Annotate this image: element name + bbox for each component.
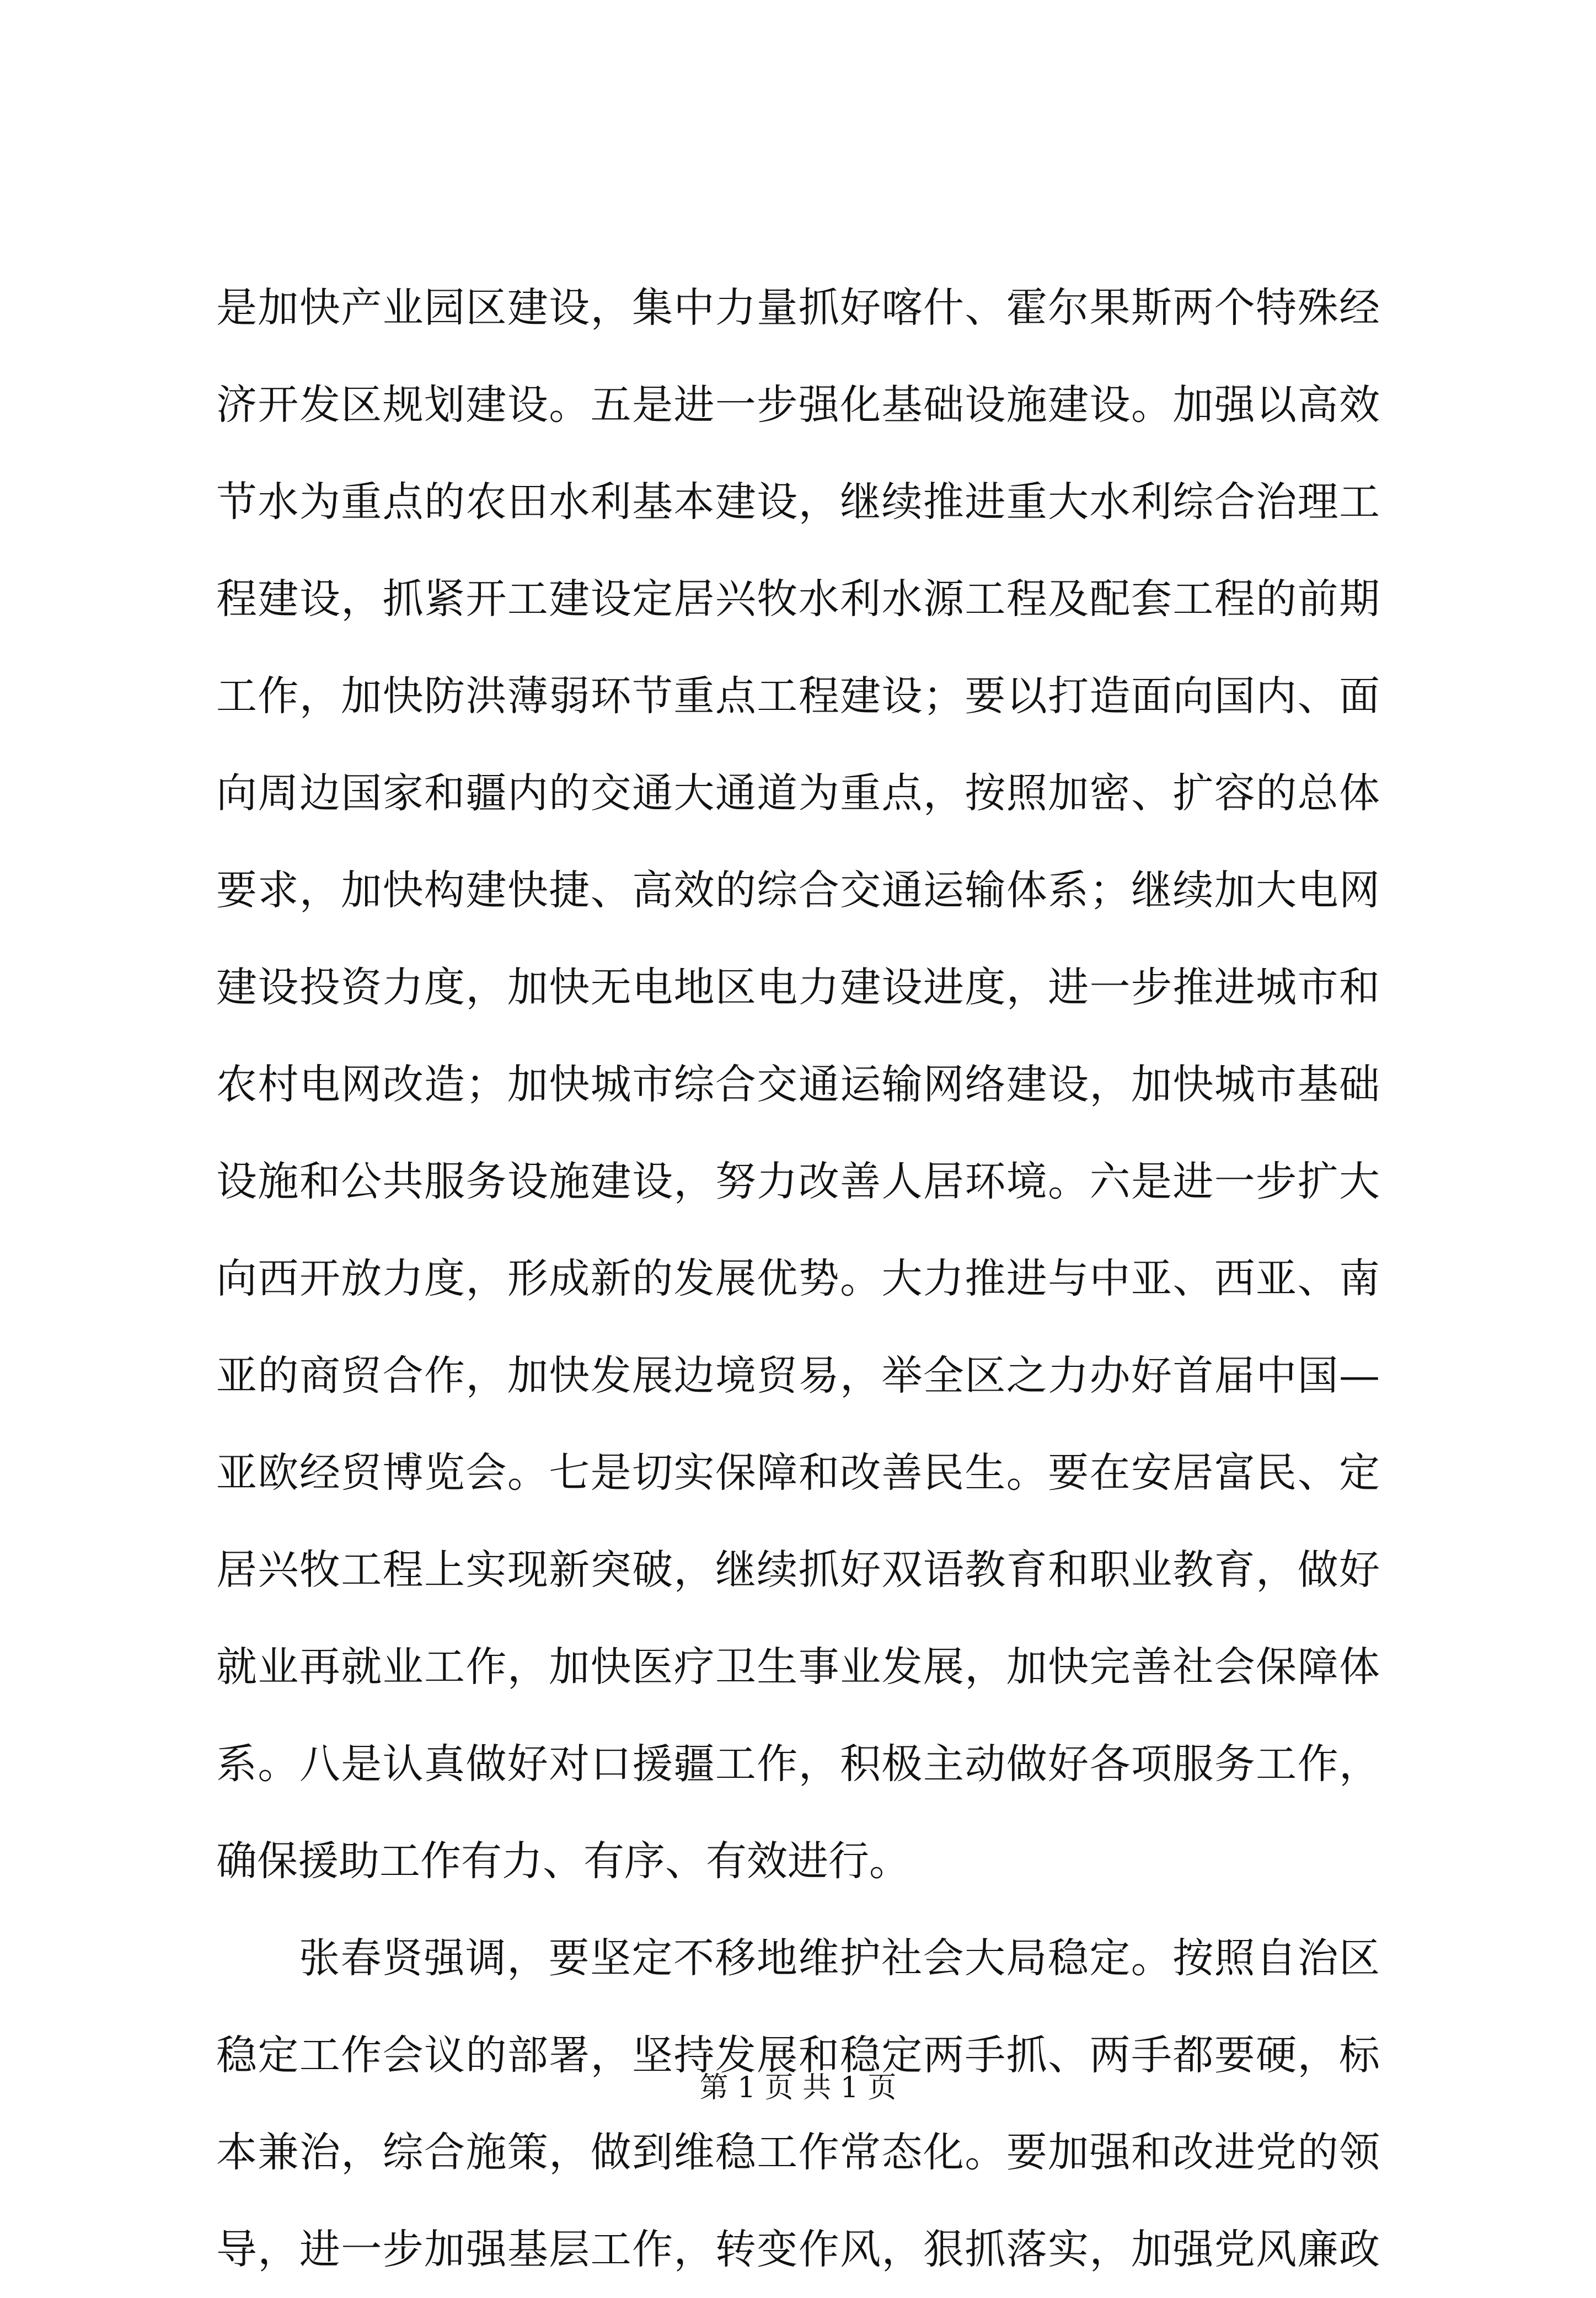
text-line: 向周边国家和疆内的交通大通道为重点，按照加密、扩容的总体	[216, 769, 1380, 817]
paragraph-last-line: 确保援助工作有力、有序、有效进行。	[216, 1837, 910, 1885]
text-line: 工作，加快防洪薄弱环节重点工程建设；要以打造面向国内、面	[216, 672, 1380, 720]
text-line: 导，进一步加强基层工作，转变作风，狠抓落实，加强党风廉政	[216, 2226, 1380, 2273]
body-text	[216, 259, 1380, 2298]
text-line: 稳定工作会议的部署，坚持发展和稳定两手抓、两手都要硬，标	[216, 2032, 1380, 2079]
text-line: 农村电网改造；加快城市综合交通运输网络建设，加快城市基础	[216, 1061, 1380, 1108]
text-line: 建设投资力度，加快无电地区电力建设进度，进一步推进城市和	[216, 964, 1380, 1011]
text-line: 要求，加快构建快捷、高效的综合交通运输体系；继续加大电网	[216, 867, 1380, 914]
text-line: 济开发区规划建设。五是进一步强化基础设施建设。加强以高效	[216, 381, 1380, 429]
text-line: 亚的商贸合作，加快发展边境贸易，举全区之力办好首届中国—	[216, 1352, 1380, 1399]
text-line: 本兼治，综合施策，做到维稳工作常态化。要加强和改进党的领	[216, 2129, 1380, 2176]
text-line: 节水为重点的农田水利基本建设，继续推进重大水利综合治理工	[216, 478, 1380, 526]
text-line: 亚欧经贸博览会。七是切实保障和改善民生。要在安居富民、定	[216, 1449, 1380, 1497]
text-line: 就业再就业工作，加快医疗卫生事业发展，加快完善社会保障体	[216, 1643, 1380, 1691]
text-line: 设施和公共服务设施建设，努力改善人居环境。六是进一步扩大	[216, 1158, 1380, 1205]
page-number: 第 1 页 共 1 页	[699, 2071, 897, 2104]
text-line: 向西开放力度，形成新的发展优势。大力推进与中亚、西亚、南	[216, 1255, 1380, 1302]
text-line: 程建设，抓紧开工建设定居兴牧水利水源工程及配套工程的前期	[216, 575, 1380, 623]
text-line: 是加快产业园区建设，集中力量抓好喀什、霍尔果斯两个特殊经	[216, 284, 1380, 332]
text-line: 系。八是认真做好对口援疆工作，积极主动做好各项服务工作，	[216, 1740, 1380, 1788]
text-line: 居兴牧工程上实现新突破，继续抓好双语教育和职业教育，做好	[216, 1546, 1380, 1594]
paragraph-first-line: 张春贤强调，要坚定不移地维护社会大局稳定。按照自治区	[299, 1934, 1380, 1982]
